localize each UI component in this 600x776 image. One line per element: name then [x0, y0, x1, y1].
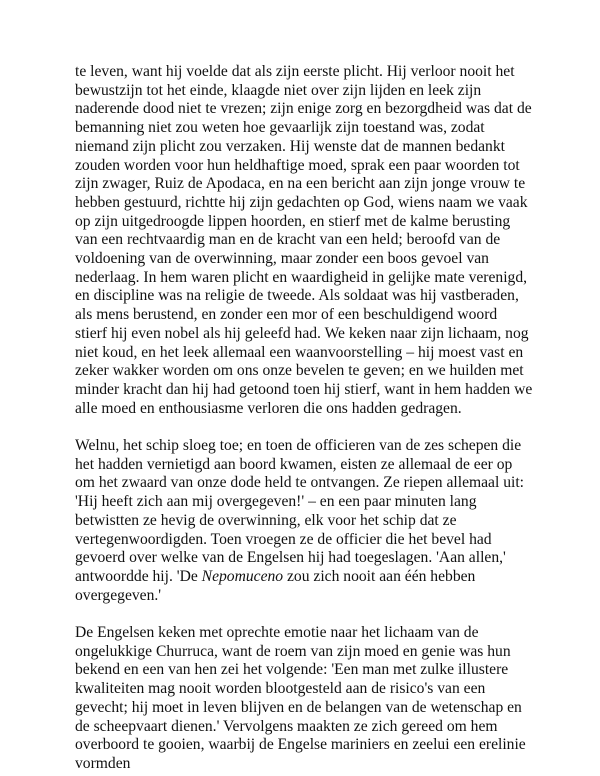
ship-name-italic: Nepomuceno [201, 567, 284, 585]
paragraph-2-text-b: zou zich nooit aan één hebben overgegeven.' [75, 567, 476, 604]
paragraph-2 [75, 437, 533, 605]
body-text [75, 63, 533, 774]
paragraph-3 [75, 624, 533, 774]
paragraph-1-text: te leven, want hij voelde dat als zijn eerste plicht. Hij verloor nooit het bewustzijn tot het einde, klaagde niet over zijn lijden en leek zijn naderende dood niet te vrezen; zijn enige zorg en bezorgdheid was dat de bemanning niet zou weten hoe gevaarlijk zijn toestand was, zodat niemand zijn plicht zou verzaken. Hij wenste dat de mannen bedankt zouden worden voor hun heldhaftige moed, sprak een paar woorden tot zijn zwager, Ruiz de Apodaca, en na een bericht aan zijn jonge vrouw te hebben gestuurd, richtte hij zijn gedachten op God, wiens naam we vaak op zijn uitgedroogde lippen hoorden, en stierf met de kalme berusting van een rechtvaardig man en de kracht van een held; beroofd van de voldoening van de overwinning, maar zonder een boos gevoel van nederlaag. In hem waren plicht en waardigheid in gelijke mate verenigd, en discipline was na religie de tweede. Als soldaat was hij vastberaden, als mens berustend, en zonder een mor of een beschuldigend woord stierf hij even nobel als hij geleefd had. We keken naar zijn lichaam, nog niet koud, en het leek allemaal een waanvoorstelling – hij moest vast en zeker wakker worden om ons onze bevelen te geven; en we huilden met minder kracht dan hij had getoond toen hij stierf, want in hem hadden we alle moed en enthousiasme verloren die ons hadden gedragen. [75, 63, 533, 417]
paragraph-3-text: De Engelsen keken met oprechte emotie naar het lichaam van de ongelukkige Churruca, want de roem van zijn moed en genie was hun bekend en een van hen zei het volgende: 'Een man met zulke illustere kwaliteiten mag nooit worden blootgesteld aan de risico's van een gevecht; hij moet in leven blijven en de belangen van de wetenschap en de scheepvaart dienen.' Vervolgens maakten ze zich gereed om hem overboord te gooien, waarbij de Engelse mariniers en zeelui een erelinie vormden [75, 624, 526, 772]
paragraph-1 [75, 63, 533, 418]
paragraph-2-text-a: Welnu, het schip sloeg toe; en toen de officieren van de zes schepen die het hadden vernietigd aan boord kwamen, eisten ze allemaal de eer op om het zwaard van onze dode held te ontvangen. Ze riepen allemaal uit: 'Hij heeft zich aan mij overgegeven!' – en een paar minuten lang betwistten ze hevig de overwinning, elk voor het schip dat ze vertegenwoordigden. Toen vroegen ze de officier die het bevel had gevoerd over welke van de Engelsen hij had toegeslagen. 'Aan allen,' antwoordde hij. 'De [75, 437, 525, 585]
